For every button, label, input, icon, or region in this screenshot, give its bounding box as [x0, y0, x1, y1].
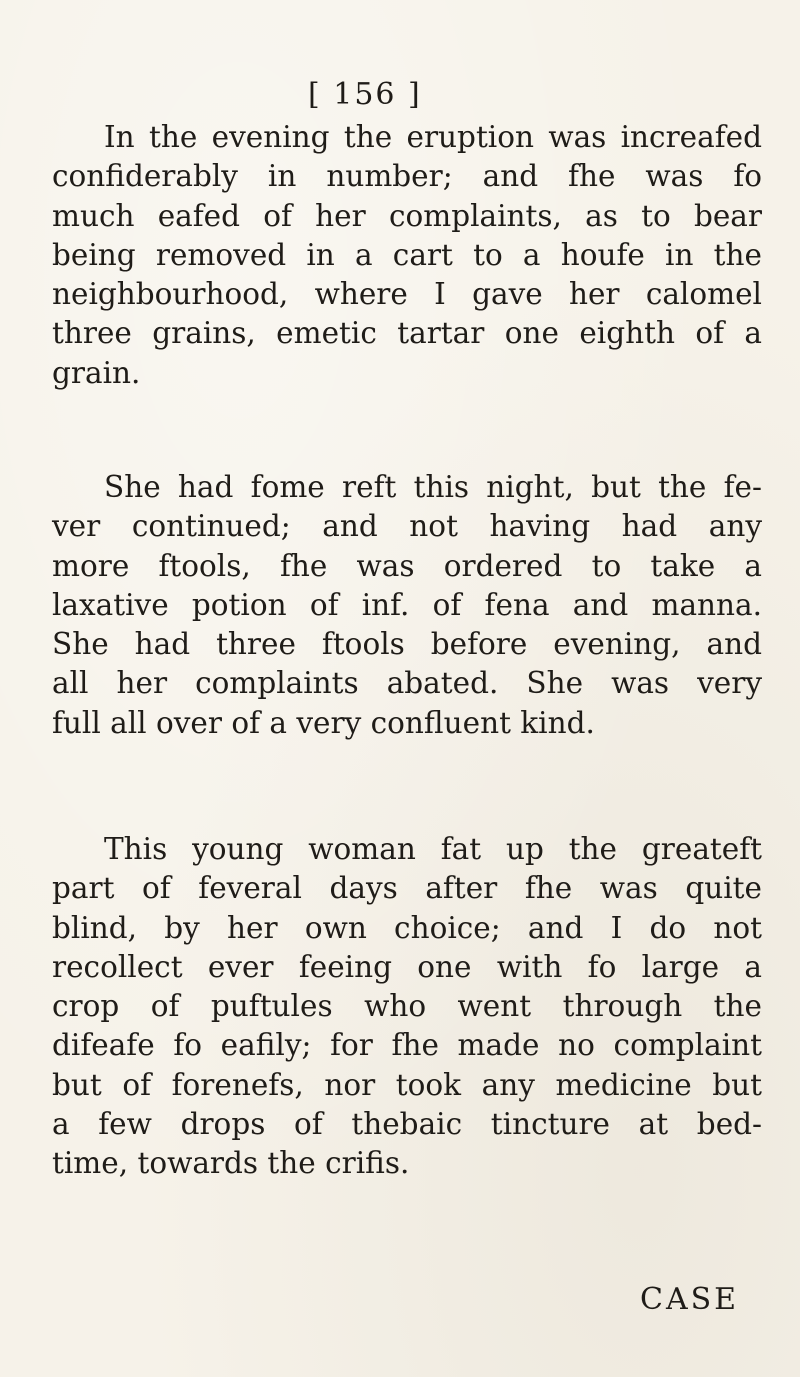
- page-number: [ 156 ]: [308, 77, 422, 112]
- text-line: confiderably in number; and fhe was fo: [52, 159, 762, 194]
- text-line: In the evening the eruption was increafed: [104, 120, 762, 154]
- text-line: She had fome reft this night, but the fe-: [104, 470, 762, 504]
- text-line: more ftools, fhe was ordered to take a: [52, 548, 762, 583]
- text-line: This young woman fat up the greateft: [104, 832, 762, 866]
- text-line: being removed in a cart to a houfe in the: [52, 237, 762, 272]
- text-line: neighbourhood, where I gave her calomel: [52, 277, 762, 312]
- paragraph-1: [52, 118, 762, 393]
- text-line: part of feveral days after fhe was quite: [52, 871, 762, 906]
- text-line: recollect ever feeing one with fo large a: [52, 949, 762, 984]
- text-line: She had three ftools before evening, and: [52, 627, 762, 662]
- text-line: grain.: [52, 355, 141, 390]
- text-line: difeafe fo eafily; for fhe made no complaint: [52, 1028, 762, 1063]
- text-line: three grains, emetic tartar one eighth of a: [52, 316, 762, 351]
- text-line: all her complaints abated. She was very: [52, 666, 762, 701]
- text-line: full all over of a very confluent kind.: [52, 705, 595, 740]
- text-line: laxative potion of inf. of fena and manna.: [52, 587, 762, 622]
- text-line: crop of puftules who went through the: [52, 989, 762, 1024]
- catchword: CASE: [640, 1282, 740, 1317]
- text-line: ver continued; and not having had any: [52, 509, 762, 544]
- text-line: time, towards the crifis.: [52, 1146, 410, 1181]
- text-line: blind, by her own choice; and I do not: [52, 910, 762, 945]
- paragraph-3: [52, 830, 762, 1184]
- paragraph-2: [52, 468, 762, 743]
- text-line: but of forenefs, nor took any medicine but: [52, 1067, 762, 1102]
- text-line: much eafed of her complaints, as to bear: [52, 198, 762, 233]
- text-line: a few drops of thebaic tincture at bed-: [52, 1107, 762, 1142]
